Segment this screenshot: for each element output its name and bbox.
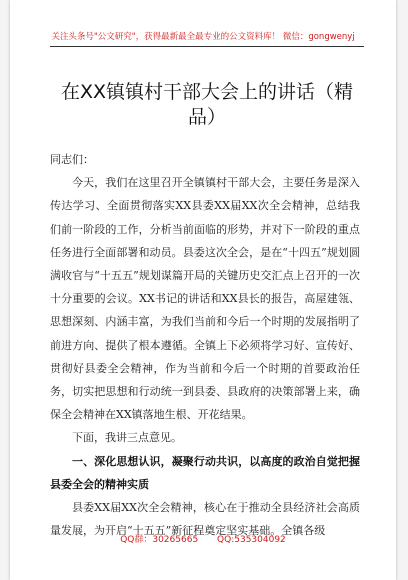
footer-qq-group: QQ群：30265665 [120, 535, 199, 545]
document-body [50, 148, 360, 542]
header-divider [50, 46, 364, 47]
paragraph: 今天，我们在这里召开全镇镇村干部大会，主要任务是深入传达学习、全面贯彻落实XX县委XX届XX次全会精神，总结我们前一阶段的工作，分析当前面临的形势，并对下一阶段的重点任务进行全面部署和动员。县委这次全会，是在“十四五”规划圆满收官与“十五五”规划谋篇开局的关键历史交汇点上召开的一次十分重要的会议。XX书记的讲话和XX县长的报告，高屋建瓴、思想深刻、内涵丰富，为我们当前和今后一个时期的发展指明了前进方向、提供了根本遵循。全镇上下必须将学习好、宣传好、贯彻好县委全会精神，作为当前和今后一个时期的首要政治任务，切实把思想和行动统一到县委、县政府的决策部署上来，确保全会精神在XX镇落地生根、开花结果。 [50, 176, 360, 422]
paragraph: 县委XX届XX次全会精神，核心在于推动全县经济社会高质量发展，为开启“十五五”新征程奠定坚实基础。全镇各级 [50, 501, 360, 538]
header-note: 关注头条号"公文研究"，获得最新最全最专业的公文资料库！ 微信：gongwenyj [51, 32, 355, 42]
section-heading: 一、深化思想认识，凝聚行动共识，以高度的政治自觉把握县委全会的精神实质 [50, 454, 360, 491]
salutation: 同志们： [50, 153, 94, 166]
document-title: 在XX镇镇村干部大会上的讲话（精品） [60, 81, 354, 128]
footer [10, 532, 396, 545]
footer-qq: QQ:535304092 [217, 535, 286, 545]
paragraph: 下面，我讲三点意见。 [72, 431, 182, 445]
document-page [10, 0, 396, 580]
